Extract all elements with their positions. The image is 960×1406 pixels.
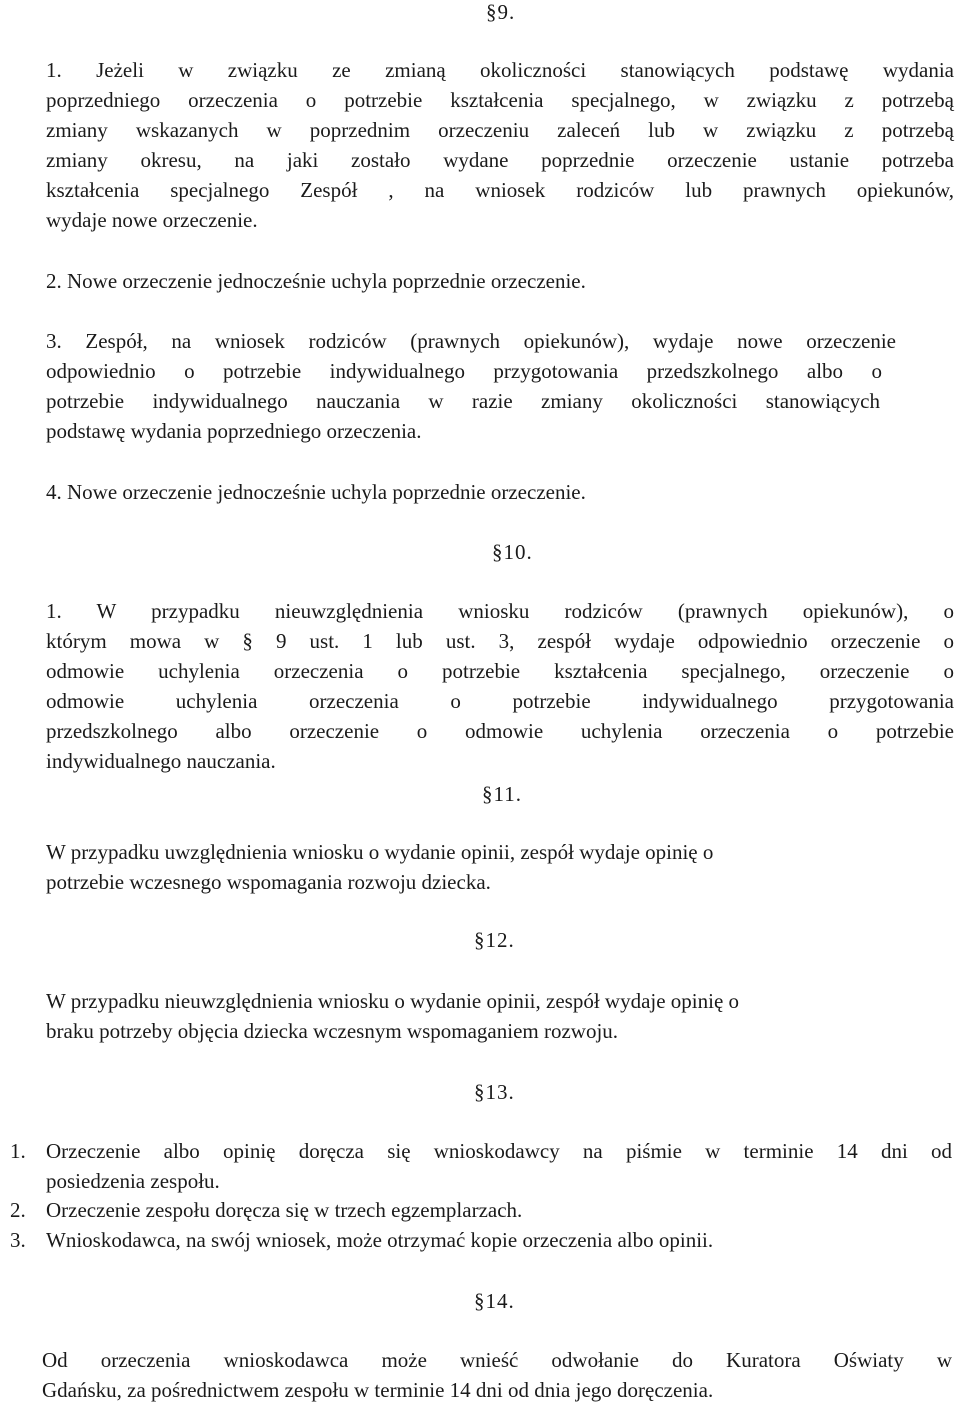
s10-p1-line-1: 1. W przypadku nieuwzględnienia wniosku rodziców (prawnych opiekunów), o xyxy=(46,599,954,623)
s9-p4: 4. Nowe orzeczenie jednocześnie uchyla poprzednie orzeczenie. xyxy=(46,480,586,504)
s12-p1-line-2: braku potrzeby objęcia dziecka wczesnym wspomaganiem rozwoju. xyxy=(46,1019,619,1043)
s13-item-3-line-1: Wnioskodawca, na swój wniosek, może otrzymać kopie orzeczenia albo opinii. xyxy=(46,1228,714,1252)
section-12-heading: §12. xyxy=(474,928,515,952)
s14-p1-line-1: Od orzeczenia wnioskodawca może wnieść odwołanie do Kuratora Oświaty w xyxy=(42,1348,952,1372)
s14-p1-line-2: Gdańsku, za pośrednictwem zespołu w terminie 14 dni od dnia jego doręczenia. xyxy=(42,1378,714,1402)
s11-p1-line-1: W przypadku uwzględnienia wniosku o wydanie opinii, zespół wydaje opinię o xyxy=(46,840,714,864)
s9-p1-line-6: wydaje nowe orzeczenie. xyxy=(46,208,258,232)
s10-p1-line-6: indywidualnego nauczania. xyxy=(46,749,276,773)
section-9-heading: §9. xyxy=(486,0,516,24)
s12-p1-line-1: W przypadku nieuwzględnienia wniosku o wydanie opinii, zespół wydaje opinię o xyxy=(46,989,740,1013)
s10-p1-line-3: odmowie uchylenia orzeczenia o potrzebie kształcenia specjalnego, orzeczenie o xyxy=(46,659,954,683)
s9-p1-line-4: zmiany okresu, na jaki zostało wydane poprzednie orzeczenie ustanie potrzeba xyxy=(46,148,954,172)
section-14-heading: §14. xyxy=(474,1289,515,1313)
s13-item-1-line-1: Orzeczenie albo opinię doręcza się wnioskodawcy na piśmie w terminie 14 dni od xyxy=(46,1139,952,1163)
s13-item-3-number: 3. xyxy=(10,1228,26,1252)
s13-item-1-line-2: posiedzenia zespołu. xyxy=(46,1169,220,1193)
section-11-heading: §11. xyxy=(482,782,522,806)
s9-p1-line-1: 1. Jeżeli w związku ze zmianą okoliczności stanowiących podstawę wydania xyxy=(46,58,954,82)
s9-p1-line-5: kształcenia specjalnego Zespół , na wniosek rodziców lub prawnych opiekunów, xyxy=(46,178,954,202)
s9-p3-line-1: 3. Zespół, na wniosek rodziców (prawnych opiekunów), wydaje nowe orzeczenie xyxy=(46,329,896,353)
s9-p1-line-3: zmiany wskazanych w poprzednim orzeczeniu zaleceń lub w związku z potrzebą xyxy=(46,118,954,142)
section-13-heading: §13. xyxy=(474,1080,515,1104)
s10-p1-line-4: odmowie uchylenia orzeczenia o potrzebie indywidualnego przygotowania xyxy=(46,689,954,713)
s9-p3-line-4: podstawę wydania poprzedniego orzeczenia. xyxy=(46,419,422,443)
s9-p3-line-2: odpowiednio o potrzebie indywidualnego przygotowania przedszkolnego albo o xyxy=(46,359,882,383)
section-10-heading: §10. xyxy=(492,540,533,564)
s10-p1-line-2: którym mowa w § 9 ust. 1 lub ust. 3, zespół wydaje odpowiednio orzeczenie o xyxy=(46,629,954,653)
s11-p1-line-2: potrzebie wczesnego wspomagania rozwoju dziecka. xyxy=(46,870,491,894)
s9-p1-line-2: poprzedniego orzeczenia o potrzebie kształcenia specjalnego, w związku z potrzebą xyxy=(46,88,954,112)
s13-item-2-number: 2. xyxy=(10,1198,26,1222)
s13-item-2-line-1: Orzeczenie zespołu doręcza się w trzech egzemplarzach. xyxy=(46,1198,523,1222)
s13-item-1-number: 1. xyxy=(10,1139,26,1163)
s9-p2: 2. Nowe orzeczenie jednocześnie uchyla poprzednie orzeczenie. xyxy=(46,269,586,293)
s10-p1-line-5: przedszkolnego albo orzeczenie o odmowie uchylenia orzeczenia o potrzebie xyxy=(46,719,954,743)
s9-p3-line-3: potrzebie indywidualnego nauczania w razie zmiany okoliczności stanowiących xyxy=(46,389,880,413)
